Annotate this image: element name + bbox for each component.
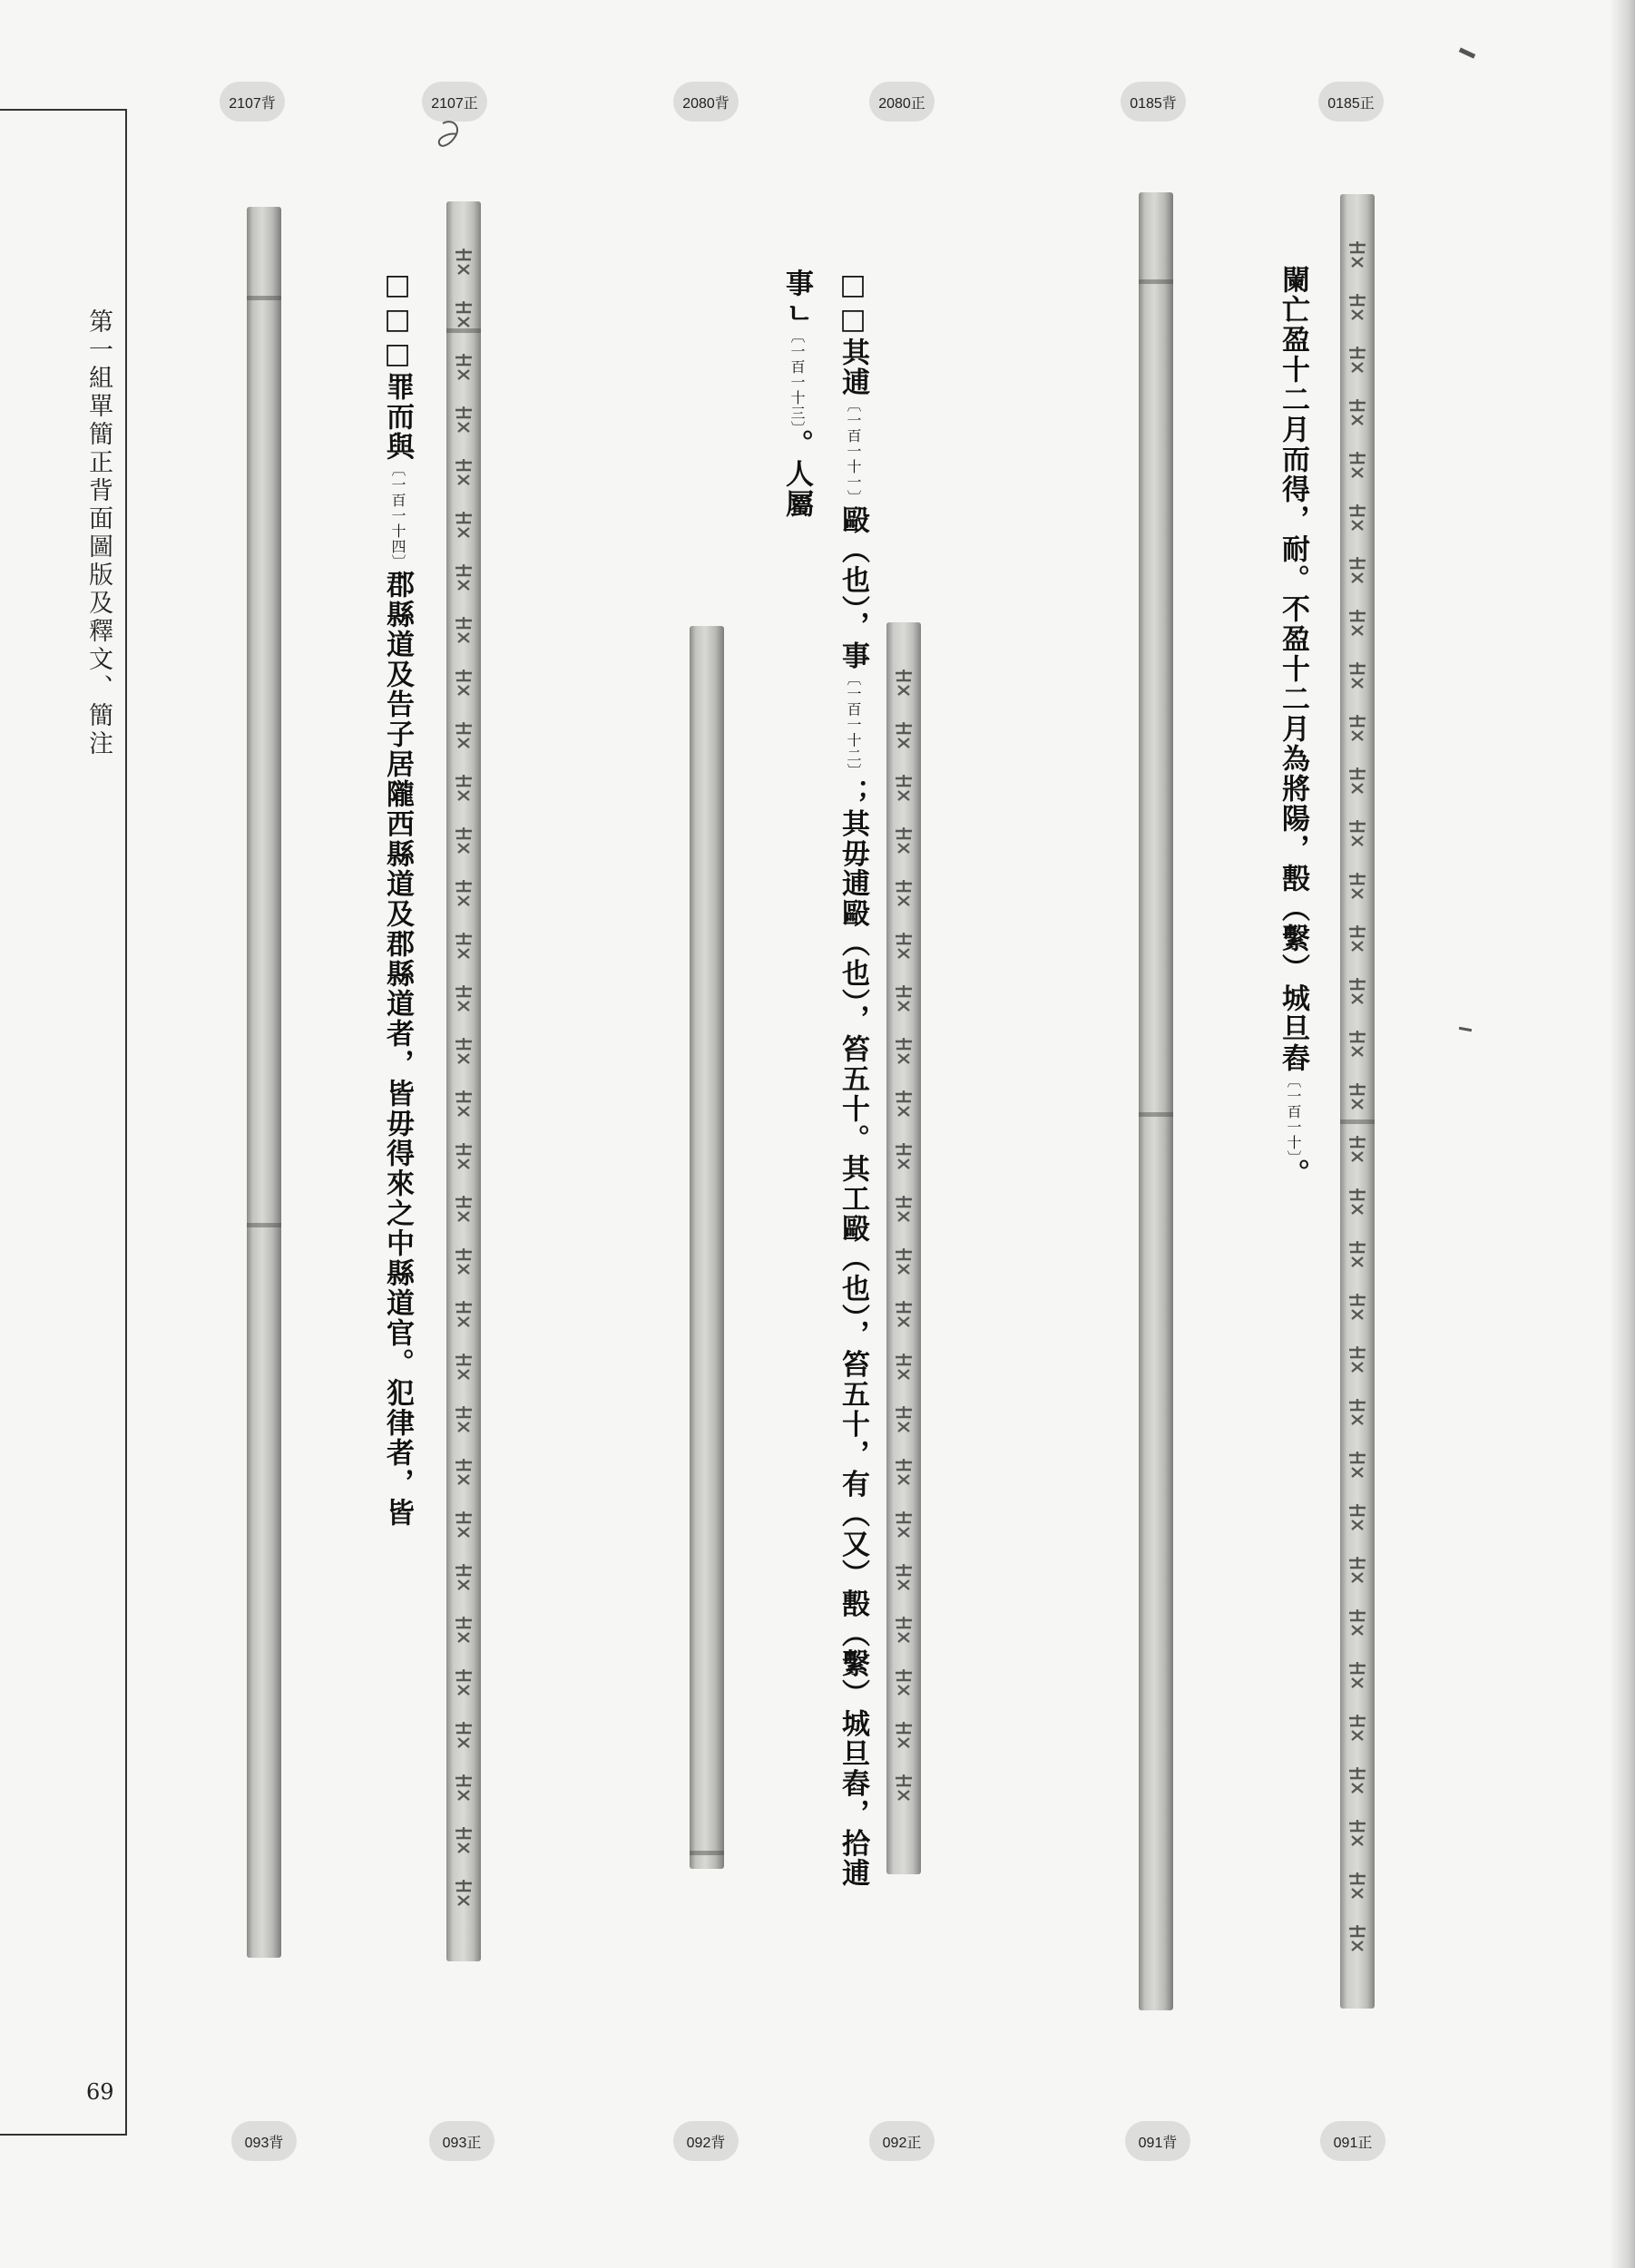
slip-091-back: [1139, 192, 1173, 2010]
ink-glyph-mark: [1346, 976, 1369, 1007]
transcription-text: 郡縣道及告子居隴西縣道及郡縣道者，皆毋得來之中縣道官。犯律者，皆: [381, 570, 414, 1528]
ink-glyph-mark: [1346, 1292, 1369, 1323]
ink-glyph-mark: [892, 1720, 915, 1751]
transcription-text: 事ㄴ: [780, 269, 813, 328]
ink-glyph-mark: [1346, 1081, 1369, 1112]
transcription-text: □□□罪而與: [381, 269, 414, 462]
slip-label-2107-front: 2107正: [422, 82, 487, 122]
ink-glyph-mark: [452, 668, 475, 699]
ink-glyph-mark: [892, 983, 915, 1014]
ink-glyph-mark: [1346, 397, 1369, 428]
ink-glyph-mark: [452, 1352, 475, 1383]
ink-glyph-mark: [1346, 1502, 1369, 1533]
ink-glyph-mark: [1346, 766, 1369, 797]
ink-glyph-mark: [892, 1141, 915, 1172]
ink-glyph-mark: [1346, 292, 1369, 323]
ink-glyph-mark: [452, 1404, 475, 1435]
ink-glyph-mark: [1346, 924, 1369, 954]
ink-glyph-mark: [1346, 450, 1369, 481]
ink-glyph-mark: [892, 1510, 915, 1540]
ink-glyph-mark: [1346, 1344, 1369, 1375]
transcription-text: ；其毋逋毆（也），笞五十。其工毆（也），笞五十，有（又）毄（繫）城旦舂，拾逋: [837, 778, 869, 1889]
ink-glyph-mark: [452, 1036, 475, 1067]
ink-glyph-mark: [892, 1773, 915, 1804]
ink-glyph-mark: [1346, 1765, 1369, 1796]
ink-glyph-mark: [1346, 608, 1369, 639]
running-head: 第一組單簡正背面圖版及釋文、簡注: [84, 308, 113, 758]
ink-glyph-mark: [1346, 818, 1369, 849]
transcription-slip-092-col2: [778, 269, 815, 813]
ink-glyph-mark: [452, 983, 475, 1014]
ink-glyph-mark: [452, 247, 475, 278]
ink-glyph-mark: [892, 1562, 915, 1593]
slip-label-2080-back: 2080背: [673, 82, 739, 122]
slip-label-092-back: 092背: [673, 2121, 739, 2161]
ink-glyph-mark: [1346, 1818, 1369, 1849]
slip-number-note: 〔一百一十〕: [1285, 1073, 1302, 1158]
ink-glyph-mark: [1346, 345, 1369, 376]
page-edge-shadow: [1610, 0, 1635, 2268]
ink-glyph-mark: [452, 1562, 475, 1593]
ink-glyph-mark: [452, 1299, 475, 1330]
slip-label-093-front: 093正: [429, 2121, 494, 2161]
ink-glyph-mark: [1346, 1871, 1369, 1901]
ink-glyph-mark: [1346, 713, 1369, 744]
ink-glyph-mark: [892, 1615, 915, 1646]
pencil-mark-icon: [434, 116, 470, 156]
slip-label-2107-back: 2107背: [220, 82, 285, 122]
slip-label-0185-back: 0185背: [1121, 82, 1186, 122]
transcription-slip-092-col1: [835, 269, 871, 2010]
ink-glyph-mark: [452, 931, 475, 962]
stray-mark: [1459, 1027, 1472, 1031]
ink-glyph-mark: [1346, 1555, 1369, 1586]
ink-glyph-mark: [1346, 1450, 1369, 1481]
slip-label-2080-front: 2080正: [869, 82, 935, 122]
ink-glyph-mark: [452, 720, 475, 751]
ink-glyph-mark: [452, 615, 475, 646]
ink-glyph-mark: [452, 1089, 475, 1119]
ink-glyph-mark: [1346, 1923, 1369, 1954]
transcription-text: □□其逋: [837, 269, 869, 397]
ink-glyph-mark: [892, 720, 915, 751]
ink-glyph-mark: [892, 773, 915, 804]
slip-091-front: [1340, 194, 1375, 2009]
ink-glyph-mark: [892, 1667, 915, 1698]
ink-glyph-mark: [892, 931, 915, 962]
ink-glyph-mark: [452, 1773, 475, 1804]
ink-glyph-mark: [1346, 1397, 1369, 1428]
slip-number-note: 〔一百一十一〕: [845, 397, 862, 505]
ink-glyph-mark: [892, 1299, 915, 1330]
ink-glyph-mark: [452, 1510, 475, 1540]
ink-glyph-mark: [1346, 240, 1369, 270]
transcription-slip-091: [1275, 265, 1311, 1716]
ink-glyph-mark: [892, 1194, 915, 1225]
ink-glyph-mark: [1346, 555, 1369, 586]
ink-glyph-mark: [452, 1457, 475, 1488]
ink-glyph-mark: [452, 826, 475, 856]
slip-label-093-back: 093背: [231, 2121, 297, 2161]
ink-glyph-mark: [452, 773, 475, 804]
ink-glyph-mark: [452, 352, 475, 383]
ink-glyph-mark: [1346, 1239, 1369, 1270]
slip-number-note: 〔一百一十三〕: [788, 328, 806, 429]
ink-glyph-mark: [452, 1615, 475, 1646]
ink-glyph-mark: [452, 510, 475, 541]
ink-glyph-mark: [1346, 660, 1369, 691]
ink-glyph-mark: [452, 1141, 475, 1172]
ink-glyph-mark: [452, 1825, 475, 1856]
transcription-text: 毆（也），事: [837, 505, 869, 671]
transcription-text: 闌亡盈十二月而得，耐。不盈十二月為將陽，毄（繫）城旦舂: [1277, 265, 1309, 1073]
slip-093-back: [247, 207, 281, 1958]
slip-092-front: [886, 622, 921, 1874]
ink-glyph-mark: [452, 1667, 475, 1698]
ink-glyph-mark: [892, 1246, 915, 1277]
slip-label-091-back: 091背: [1125, 2121, 1190, 2161]
ink-glyph-mark: [452, 1246, 475, 1277]
ink-glyph-mark: [892, 826, 915, 856]
ink-glyph-mark: [452, 457, 475, 488]
ink-glyph-mark: [452, 562, 475, 593]
ink-glyph-mark: [1346, 1608, 1369, 1638]
slip-number-note: 〔一百一十二〕: [845, 670, 862, 779]
ink-glyph-mark: [892, 1404, 915, 1435]
transcription-slip-093: [379, 269, 416, 1611]
ink-glyph-mark: [452, 878, 475, 909]
ink-glyph-mark: [892, 1352, 915, 1383]
ink-glyph-mark: [892, 1457, 915, 1488]
slip-093-front: [446, 201, 481, 1961]
slip-label-091-front: 091正: [1320, 2121, 1385, 2161]
slip-label-0185-front: 0185正: [1318, 82, 1384, 122]
ink-glyph-mark: [1346, 871, 1369, 902]
slip-number-note: 〔一百一十四〕: [389, 462, 406, 570]
ink-glyph-mark: [1346, 1713, 1369, 1744]
slip-label-092-front: 092正: [869, 2121, 935, 2161]
ink-glyph-mark: [452, 1878, 475, 1909]
ink-glyph-mark: [452, 299, 475, 330]
ink-glyph-mark: [452, 405, 475, 435]
ink-glyph-mark: [1346, 1029, 1369, 1060]
ink-glyph-mark: [452, 1720, 475, 1751]
ink-glyph-mark: [892, 1036, 915, 1067]
ink-glyph-mark: [452, 1194, 475, 1225]
transcription-text: 。人屬: [780, 429, 813, 519]
slip-092-back: [690, 626, 724, 1869]
ink-glyph-mark: [1346, 1660, 1369, 1691]
page-number: 69: [86, 2079, 114, 2105]
stray-mark: [1459, 47, 1475, 58]
ink-glyph-mark: [1346, 503, 1369, 533]
ink-glyph-mark: [892, 668, 915, 699]
ink-glyph-mark: [892, 1089, 915, 1119]
ink-glyph-mark: [1346, 1134, 1369, 1165]
transcription-text: 。: [1277, 1158, 1309, 1188]
ink-glyph-mark: [892, 878, 915, 909]
ink-glyph-mark: [1346, 1187, 1369, 1217]
